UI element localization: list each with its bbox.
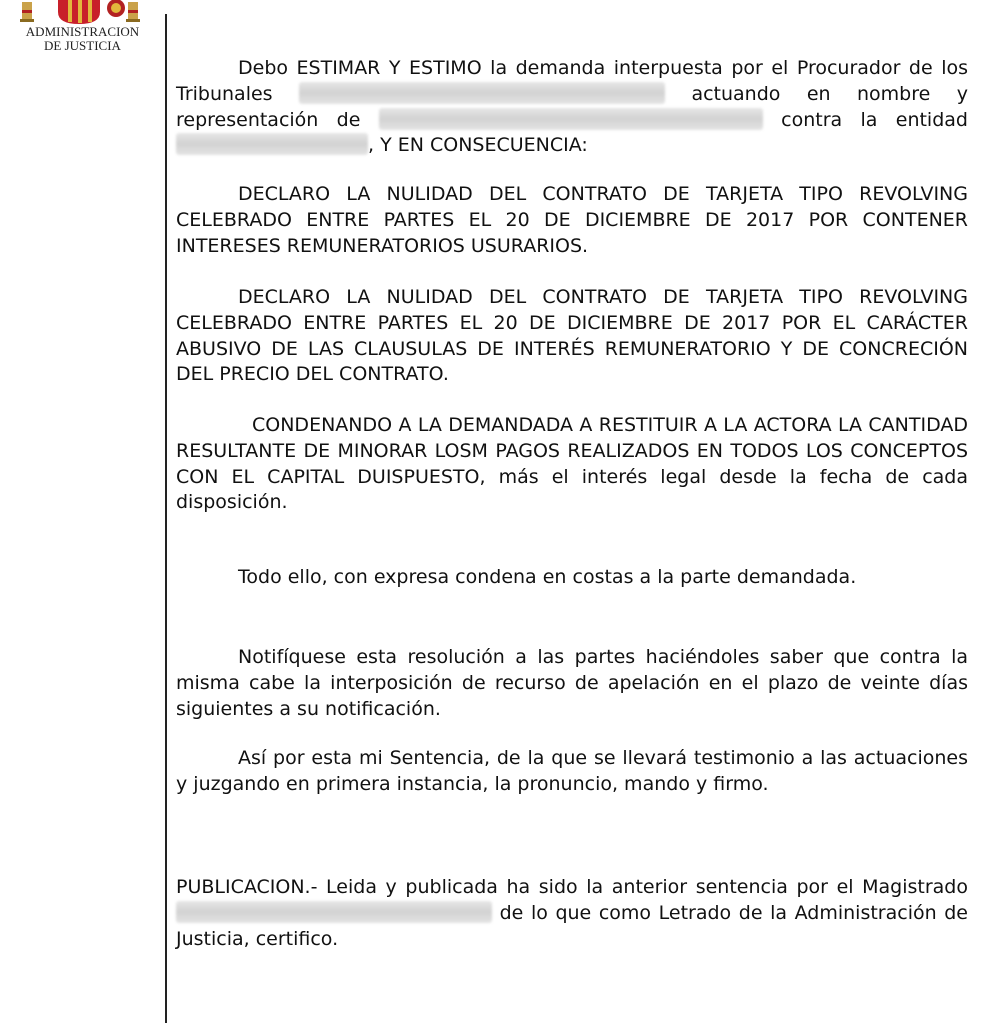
paragraph-nullity-usury (176, 182, 968, 259)
p1-text-c: contra la entidad (781, 108, 968, 131)
p8-text-a: PUBLICACION.- Leida y publicada ha sido la anterior sentencia por el Magistrado (176, 876, 968, 898)
paragraph-costs (176, 565, 968, 591)
admin-title-line2: DE JUSTICIA (44, 38, 121, 53)
paragraph-nullity-abusive (176, 285, 968, 388)
p4-text: CONDENANDO A LA DEMANDADA A RESTITUIR A LA ACTORA LA CANTIDAD RESULTANTE DE MINORAR LOSM PAGOS REALIZADOS EN TODOS LOS CONCEPTOS CON EL CAPITAL DUISPUESTO, más el interés legal desde la fecha de cada disposición. (176, 414, 968, 514)
redacted-name (299, 82, 665, 104)
redacted-name (176, 133, 368, 155)
p6-text: Notifíquese esta resolución a las partes haciéndoles saber que contra la misma cabe la interposición de recurso de apelación en el plazo de veinte días siguientes a su notificación. (176, 646, 968, 720)
paragraph-condemnation (176, 413, 968, 516)
spanish-justice-coat-of-arms-icon (18, 0, 143, 24)
paragraph-publication (176, 875, 968, 952)
p2-text: DECLARO LA NULIDAD DEL CONTRATO DE TARJETA TIPO REVOLVING CELEBRADO ENTRE PARTES EL 20 DE DICIEMBRE DE 2017 POR CONTENER INTERESES REMUNERATORIOS USURARIOS. (176, 183, 968, 257)
p1-text-b: actuando en nombre y representación de (176, 82, 968, 131)
admin-title-line1: ADMINISTRACION (25, 24, 140, 39)
redacted-name (379, 108, 763, 130)
p5-text: Todo ello, con expresa condena en costas a la parte demandada. (238, 566, 857, 588)
paragraph-estimation (176, 56, 968, 159)
p7-text: Así por esta mi Sentencia, de la que se llevará testimonio a las actuaciones y juzgando en primera instancia, la pronuncio, mando y firmo. (176, 747, 968, 795)
paragraph-notification (176, 645, 968, 722)
p1-text-a: Debo ESTIMAR Y ESTIMO la demanda interpuesta por el Procurador de los Tribunales (176, 57, 968, 105)
paragraph-sentence (176, 746, 968, 798)
p1-text-d: , Y EN CONSECUENCIA: (368, 134, 588, 157)
margin-rule (165, 14, 167, 1023)
p3-text: DECLARO LA NULIDAD DEL CONTRATO DE TARJETA TIPO REVOLVING CELEBRADO ENTRE PARTES EL 20 DE DICIEMBRE DE 2017 POR EL CARÁCTER ABUSIVO DE LAS CLAUSULAS DE INTERÉS REMUNERATORIO Y DE CONCRECIÓN DEL PRECIO DEL CONTRATO. (176, 286, 968, 386)
p8-text-b: de lo que como Letrado de la Administración de Justicia, certifico. (176, 901, 968, 950)
redacted-name (176, 901, 492, 923)
